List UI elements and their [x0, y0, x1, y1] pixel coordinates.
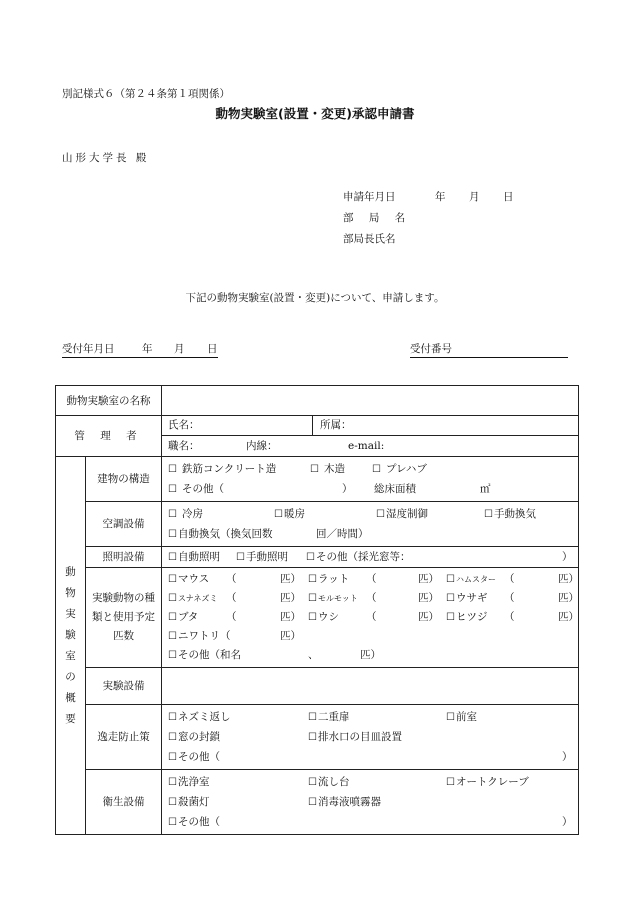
animal-other-checkbox[interactable]	[168, 646, 241, 665]
structure-row	[56, 457, 579, 502]
escape-drain-screen-checkbox[interactable]	[308, 727, 402, 748]
structure-prefab-checkbox[interactable]	[372, 459, 427, 480]
aircon-label: 空調設備	[86, 502, 162, 547]
outline-label-char: 物	[65, 586, 76, 599]
manager-row	[56, 416, 579, 457]
escape-label: 逸走防止策	[86, 705, 162, 770]
equipment-label: 実験設備	[86, 668, 162, 705]
hygiene-sprayer-checkbox[interactable]	[308, 792, 381, 813]
escape-double-door-checkbox[interactable]	[308, 707, 349, 728]
lighting-manual-checkbox[interactable]	[236, 548, 288, 567]
animal-count-unit: 匹）	[418, 611, 439, 623]
hygiene-other-checkbox[interactable]	[168, 812, 220, 833]
animal-name: マウス	[177, 573, 210, 585]
hygiene-uv-lamp-checkbox[interactable]	[168, 792, 209, 813]
animals-label-line3: 匹数	[113, 630, 134, 642]
manager-email-label: e-mail:	[348, 440, 385, 452]
animal-checkbox[interactable]	[168, 570, 209, 589]
hygiene-wash-room-label: 洗浄室	[177, 776, 210, 788]
month-label: 月	[469, 191, 480, 203]
lighting-other-checkbox[interactable]	[306, 548, 410, 567]
request-text: 下記の動物実験室(設置・変更)について、申請します。	[185, 292, 445, 304]
animal-name: ハムスター	[455, 575, 496, 584]
animal-name: ブタ	[177, 611, 199, 623]
reception-number	[410, 341, 568, 358]
hygiene-other-label: その他（	[177, 816, 220, 828]
structure-fields	[162, 457, 579, 502]
outline-label-char: 概	[65, 691, 76, 704]
animal-name: ウサギ	[455, 592, 488, 604]
aircon-manual-vent-checkbox[interactable]	[484, 504, 536, 525]
escape-anteroom-label: 前室	[455, 711, 477, 723]
animal-name: モルモット	[317, 594, 358, 603]
reception-year: 年	[142, 343, 153, 355]
structure-rc-checkbox[interactable]	[168, 459, 276, 480]
escape-fields	[162, 705, 579, 770]
animal-name: ヒツジ	[455, 611, 488, 623]
outline-label-char: の	[65, 670, 76, 683]
animal-count-open: （	[226, 592, 237, 604]
escape-rat-guard-label: ネズミ返し	[177, 711, 231, 723]
hygiene-sprayer-label: 消毒液噴霧器	[317, 796, 381, 808]
lighting-fields	[162, 547, 579, 568]
lighting-other-label: その他（採光窓等：	[315, 551, 411, 563]
structure-other-label: その他（	[181, 483, 224, 495]
outline-label	[56, 457, 86, 835]
animal-checkbox[interactable]	[446, 608, 487, 627]
aircon-cooling-label: 冷房	[181, 508, 203, 520]
year-label: 年	[435, 191, 446, 203]
animal-count-open: （	[226, 573, 237, 585]
aircon-humidity-label: 湿度制御	[385, 508, 428, 520]
aircon-per-hour: 回／時間）	[316, 528, 369, 540]
structure-wood-checkbox[interactable]	[310, 459, 345, 480]
animal-count-unit: 匹）	[280, 630, 301, 642]
floor-area-label: 総床面積	[374, 483, 416, 495]
outline-label-char: 験	[65, 628, 76, 641]
hygiene-wash-room-checkbox[interactable]	[168, 772, 209, 793]
animal-chicken-label: ニワトリ（	[177, 630, 231, 642]
escape-double-door-label: 二重扉	[317, 711, 350, 723]
reception-month: 月	[174, 343, 185, 355]
animal-count-unit: 匹）	[558, 592, 579, 604]
hygiene-sink-checkbox[interactable]	[308, 772, 349, 793]
structure-wood-label: 木造	[323, 463, 345, 475]
escape-other-checkbox[interactable]	[168, 747, 220, 768]
department-row	[343, 208, 514, 229]
outline-label-char: 実	[65, 607, 76, 620]
animal-count-open: （	[366, 611, 377, 623]
animal-count-unit: 匹）	[558, 573, 579, 585]
application-table	[55, 385, 579, 835]
day-label: 日	[503, 191, 514, 203]
manager-extension-label: 内線：	[246, 440, 278, 452]
outline-label-char: 動	[65, 565, 76, 578]
structure-prefab-label: プレハブ	[385, 463, 427, 475]
animal-count-open: （	[504, 592, 515, 604]
animal-checkbox[interactable]	[446, 589, 487, 608]
animal-name: スナネズミ	[177, 594, 218, 603]
lighting-auto-checkbox[interactable]	[168, 548, 220, 567]
animals-fields	[162, 568, 579, 668]
hygiene-other-close: ）	[562, 816, 573, 828]
animal-count-unit: 匹）	[418, 573, 439, 585]
structure-rc-label: 鉄筋コンクリート造	[181, 463, 277, 475]
animal-count-open: （	[226, 611, 237, 623]
hygiene-uv-lamp-label: 殺菌灯	[177, 796, 210, 808]
lighting-row	[56, 547, 579, 568]
animal-count-open: （	[366, 592, 377, 604]
hygiene-fields	[162, 770, 579, 835]
animal-count-unit: 匹）	[360, 649, 381, 661]
aircon-manual-vent-label: 手動換気	[493, 508, 536, 520]
aircon-fields	[162, 502, 579, 547]
manager-name-label: 氏名：	[168, 419, 200, 431]
escape-row	[56, 705, 579, 770]
aircon-heating-label: 暖房	[283, 508, 305, 520]
animal-name: ラット	[317, 573, 350, 585]
department-label: 部 局 名	[343, 212, 412, 224]
reception-day: 日	[207, 343, 218, 355]
structure-other-close: ）	[342, 483, 353, 495]
manager-affiliation-label: 所属：	[320, 419, 352, 431]
head-name-label: 部局長氏名	[343, 233, 396, 245]
reception-date	[62, 341, 218, 358]
equipment-field[interactable]	[162, 668, 579, 705]
animal-other-comma: 、	[308, 649, 319, 661]
animal-checkbox[interactable]	[308, 589, 358, 608]
aircon-row	[56, 502, 579, 547]
application-date-label: 申請年月日	[343, 191, 396, 203]
animal-checkbox[interactable]	[168, 608, 198, 627]
animal-checkbox[interactable]	[446, 570, 496, 589]
aircon-cooling-checkbox[interactable]	[168, 504, 203, 525]
escape-window-seal-label: 窓の封鎖	[177, 731, 220, 743]
room-name-label: 動物実験室の名称	[56, 386, 162, 416]
manager-label: 管 理 者	[56, 416, 162, 457]
animals-label-line1: 実験動物の種	[92, 592, 155, 604]
escape-anteroom-checkbox[interactable]	[446, 707, 477, 728]
escape-other-label: その他（	[177, 751, 220, 763]
escape-rat-guard-checkbox[interactable]	[168, 707, 230, 728]
aircon-heating-checkbox[interactable]	[274, 504, 305, 525]
addressee: 山形大学長 殿	[62, 152, 150, 164]
aircon-humidity-checkbox[interactable]	[376, 504, 428, 525]
manager-title-label: 職名：	[168, 440, 200, 452]
lighting-auto-label: 自動照明	[177, 551, 220, 563]
hygiene-autoclave-checkbox[interactable]	[446, 772, 529, 793]
animal-count-unit: 匹）	[418, 592, 439, 604]
animal-count-unit: 匹）	[558, 611, 579, 623]
lighting-label: 照明設備	[86, 547, 162, 568]
aircon-auto-vent-checkbox[interactable]	[168, 524, 272, 545]
outline-label-char: 要	[65, 712, 76, 725]
animals-row	[56, 568, 579, 668]
lighting-manual-label: 手動照明	[245, 551, 288, 563]
animal-checkbox[interactable]	[168, 589, 218, 608]
animal-count-open: （	[504, 573, 515, 585]
structure-other-checkbox[interactable]	[168, 479, 224, 500]
structure-label: 建物の構造	[86, 457, 162, 502]
escape-window-seal-checkbox[interactable]	[168, 727, 220, 748]
reception-number-label: 受付番号	[410, 343, 452, 355]
animal-count-unit: 匹）	[280, 592, 301, 604]
hygiene-label: 衛生設備	[86, 770, 162, 835]
hygiene-sink-label: 流し台	[317, 776, 350, 788]
room-name-row	[56, 386, 579, 416]
animal-checkbox[interactable]	[308, 570, 349, 589]
hygiene-row	[56, 770, 579, 835]
escape-other-close: ）	[562, 751, 573, 763]
animals-label-line2: 類と使用予定	[92, 611, 155, 623]
animal-other-label: その他（和名	[177, 649, 241, 661]
head-name-row	[343, 229, 514, 250]
animal-name: ウシ	[317, 611, 339, 623]
animal-count-unit: 匹）	[280, 573, 301, 585]
floor-area-unit: ㎡	[480, 483, 491, 495]
form-title: 動物実験室(設置・変更)承認申請書	[215, 106, 415, 121]
escape-drain-screen-label: 排水口の目皿設置	[317, 731, 402, 743]
equipment-row	[56, 668, 579, 705]
reception-date-label: 受付年月日	[62, 343, 115, 355]
animal-count-open: （	[366, 573, 377, 585]
outline-label-char: 室	[65, 649, 76, 662]
hygiene-autoclave-label: オートクレーブ	[455, 776, 529, 788]
room-name-field[interactable]	[162, 386, 579, 416]
animal-checkbox[interactable]	[308, 608, 339, 627]
animal-chicken-checkbox[interactable]	[168, 627, 230, 646]
lighting-close: ）	[562, 551, 573, 563]
application-date-row	[343, 187, 514, 208]
animal-count-open: （	[504, 611, 515, 623]
aircon-auto-vent-label: 自動換気（換気回数	[177, 528, 273, 540]
applicant-block	[343, 187, 514, 250]
manager-fields	[162, 416, 579, 457]
form-id: 別記様式６（第２４条第１項関係）	[62, 88, 230, 100]
animals-label	[86, 568, 162, 668]
animal-count-unit: 匹）	[280, 611, 301, 623]
